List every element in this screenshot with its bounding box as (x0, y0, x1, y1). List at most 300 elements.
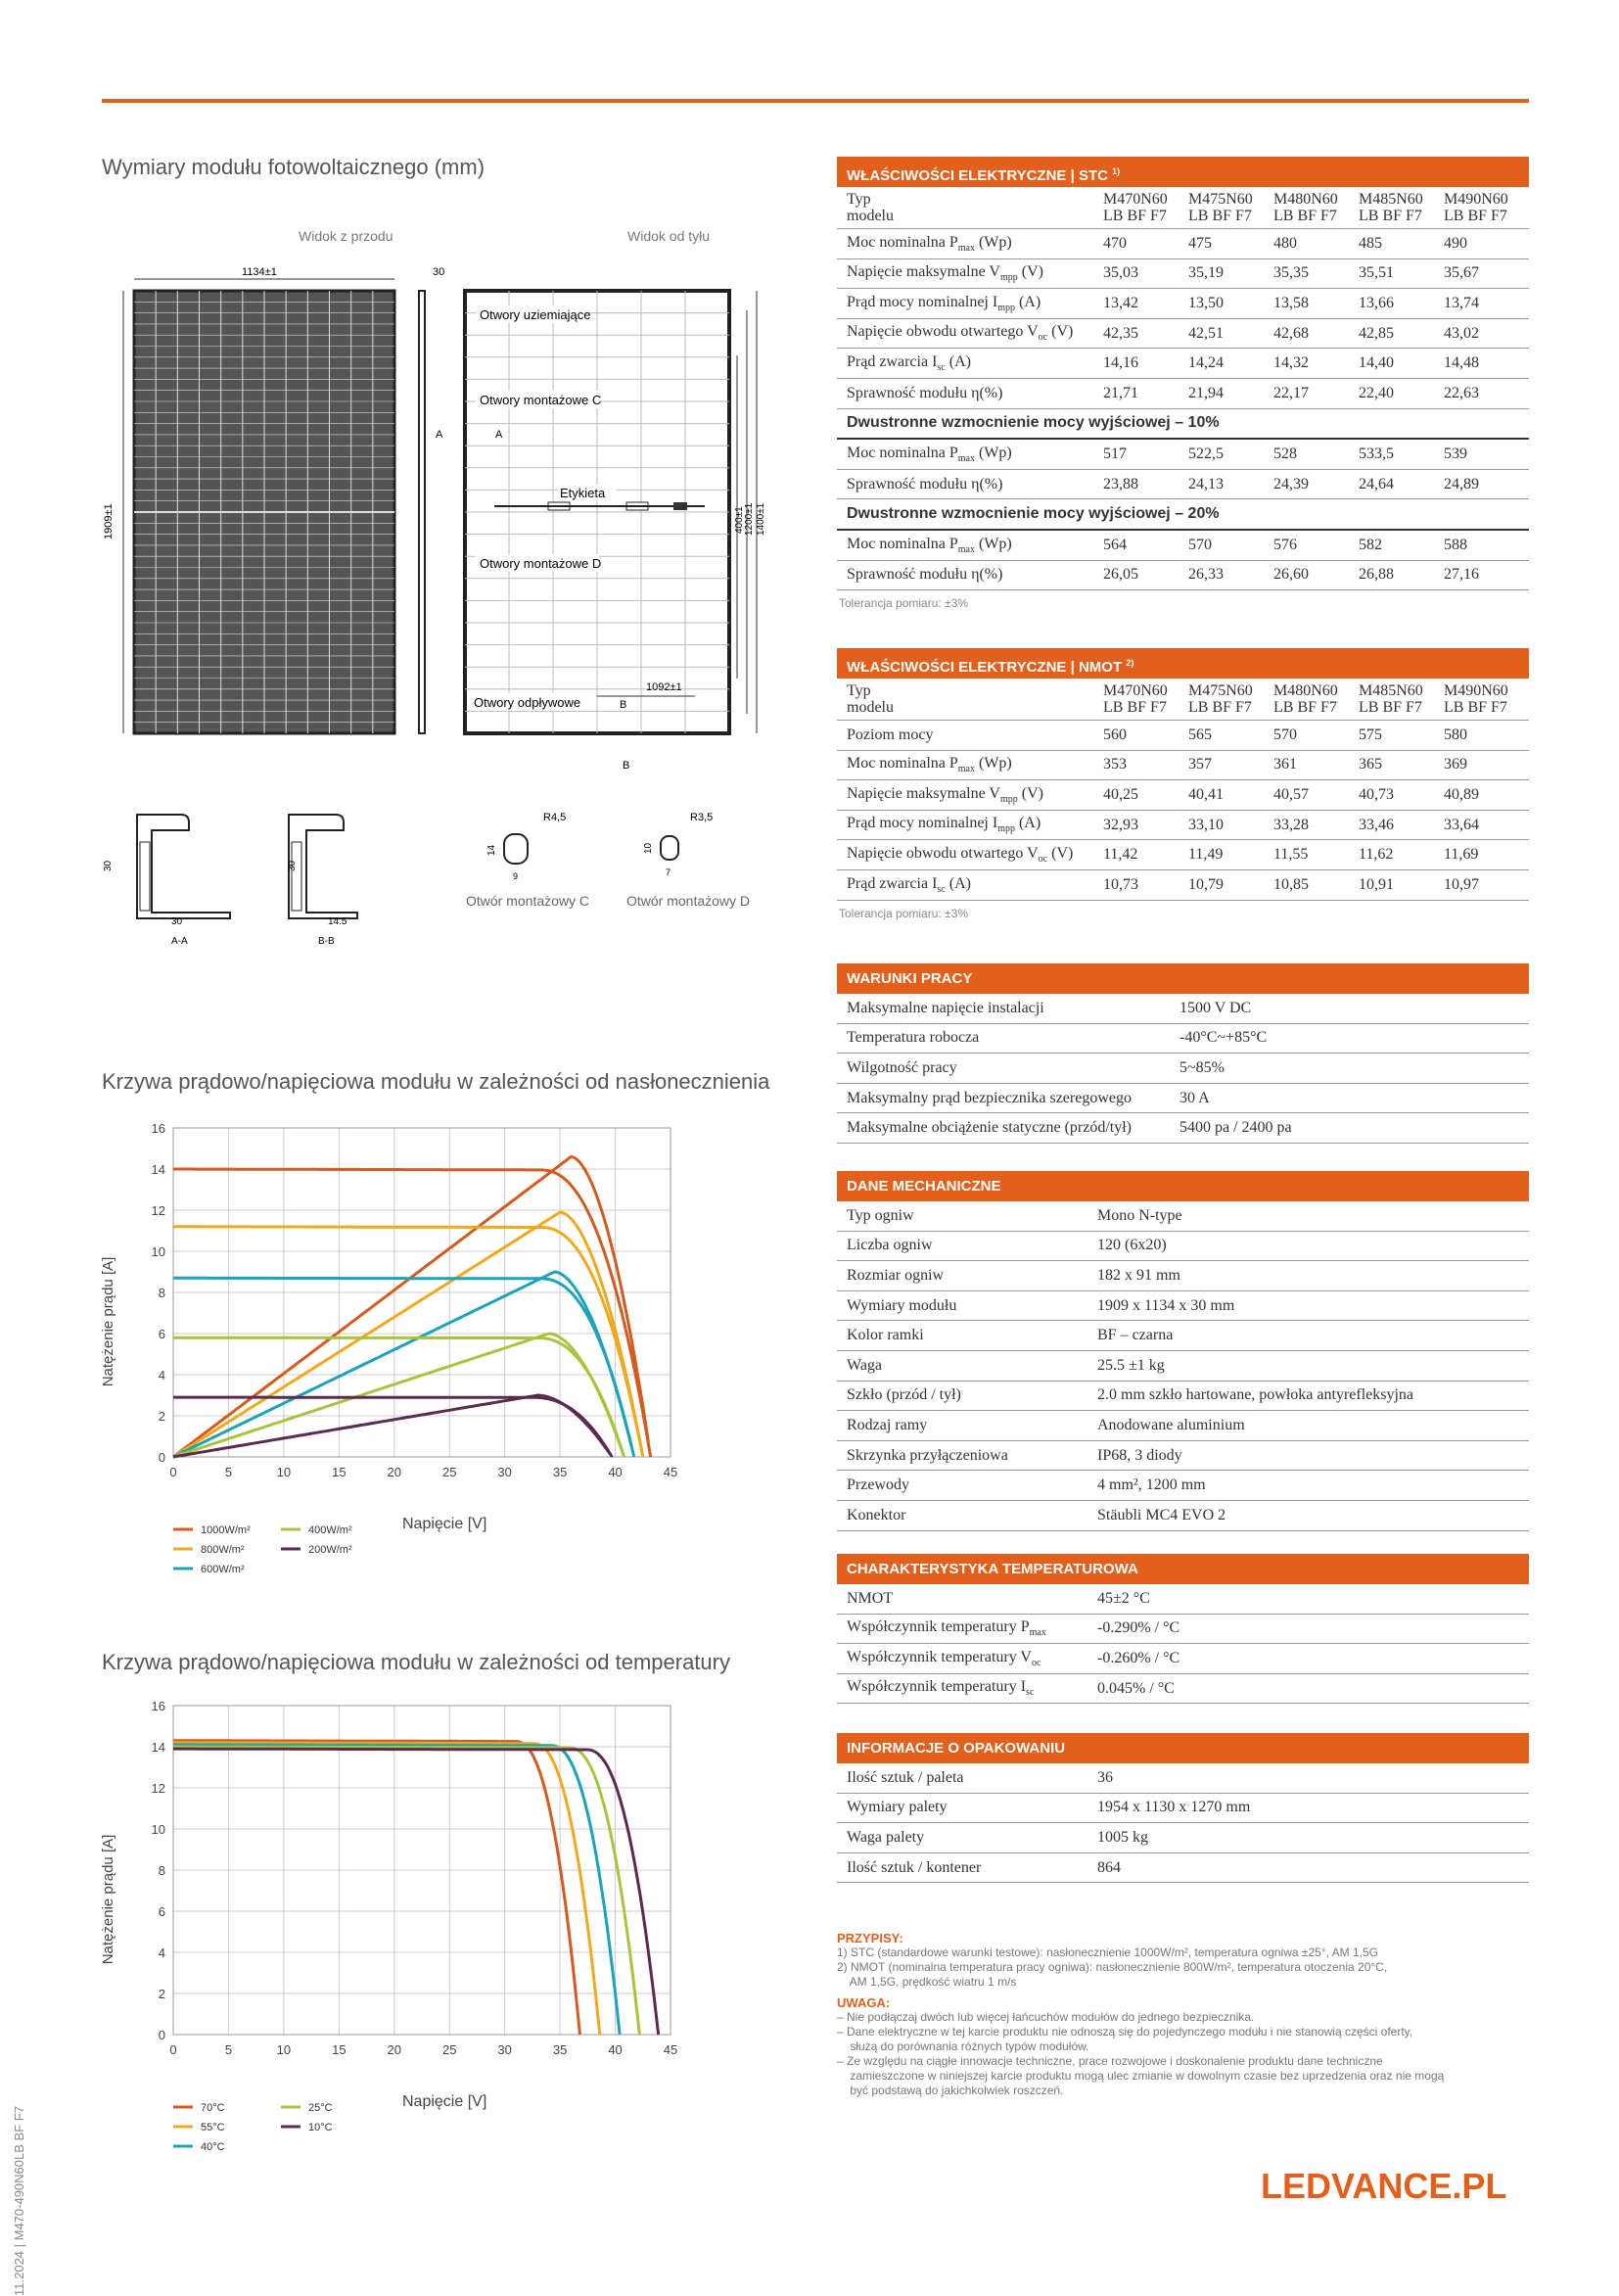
x-axis-label: Napięcie [V] (402, 1516, 487, 1532)
row-value: 864 (1087, 1852, 1529, 1883)
hole-c-drawing (486, 812, 566, 881)
stc-table (837, 187, 1529, 590)
row-label: Sprawność modułu η (847, 384, 980, 401)
model-variant: LB BF F7 (1444, 699, 1507, 716)
table-cell: 11,49 (1188, 840, 1273, 870)
row-label: Współczynnik temperatury I (847, 1678, 1027, 1696)
row-label-cell (837, 1793, 1087, 1823)
model-name (1188, 187, 1273, 229)
y-tick-label: 16 (151, 1699, 165, 1713)
notes-title: PRZYPISY: (837, 1931, 903, 1945)
model-variant: LB BF F7 (1444, 208, 1507, 224)
row-label-sub: mpp (997, 303, 1015, 314)
y-tick-label: 8 (158, 1863, 165, 1878)
y-tick-label: 12 (151, 1781, 165, 1796)
legend-label: 25°C (308, 2102, 333, 2114)
row-label-cell (837, 1321, 1087, 1351)
marker-a-right: A (495, 429, 503, 441)
table-cell: 26,33 (1188, 560, 1273, 590)
note-line: AM 1,5G, prędkość wiatru 1 m/s (837, 1975, 1017, 1989)
table-cell: 40,25 (1103, 780, 1188, 811)
row-label-unit: (V) (1017, 784, 1043, 802)
power-curve-3 (173, 1334, 624, 1457)
table-cell: 10,79 (1188, 869, 1273, 900)
iv-curve-0 (173, 1741, 579, 2035)
mount-holes-c-label: Otwory montażowe C (480, 393, 602, 407)
row-value: 0.045% / °C (1087, 1673, 1529, 1704)
table-cell: 564 (1103, 530, 1188, 560)
table-cell: 14,40 (1359, 349, 1444, 379)
profile-bb-caption: B-B (318, 936, 335, 947)
marker-b-bottom: B (623, 760, 630, 769)
hole-d-caption: Otwór montażowy D (626, 893, 751, 909)
table-cell: 24,89 (1444, 469, 1529, 499)
table-row (837, 530, 1529, 560)
row-label-cell (837, 1673, 1087, 1704)
x-tick-label: 10 (276, 1465, 292, 1479)
table-cell: 14,24 (1188, 349, 1273, 379)
table-row (837, 1852, 1529, 1883)
stc-sup: 1) (1112, 166, 1121, 176)
row-label-unit: (Wp) (974, 233, 1012, 251)
row-label-sub: oc (1038, 854, 1048, 866)
ground-holes-label: Otwory uziemiające (480, 307, 591, 322)
group-row (837, 499, 1529, 530)
row-label-cell (837, 1083, 1170, 1113)
x-tick-label: 15 (332, 1465, 347, 1479)
note-line: 1) STC (standardowe warunki testowe): nasłonecznienie 1000W/m², temperatura ogniwa ±25°, AM 1,5G (837, 1945, 1378, 1959)
table-row (837, 378, 1529, 408)
type-label-line2: modelu (847, 208, 894, 224)
row-label-cell (837, 1054, 1170, 1084)
model-variant: LB BF F7 (1188, 699, 1252, 716)
row-label-cell (837, 229, 1103, 259)
iv-curve-1 (173, 1743, 600, 2035)
row-value: 25.5 ±1 kg (1087, 1350, 1529, 1381)
table-cell: 11,55 (1273, 840, 1359, 870)
row-label-cell (837, 994, 1170, 1023)
warning-line: – Nie podłączaj dwóch lub więcej łańcuchów modułów do jednego bezpiecznika. (837, 2010, 1255, 2024)
row-label-cell (837, 378, 1103, 408)
row-label: Współczynnik temperatury V (847, 1648, 1032, 1665)
temp-table-header: CHARAKTERYSTYKA TEMPERATUROWA (837, 1554, 1529, 1584)
nmot-title: WŁAŚCIWOŚCI ELEKTRYCZNE | NMOT (847, 659, 1123, 676)
table-cell: 13,66 (1359, 289, 1444, 319)
width-dimension: 1134±1 (242, 266, 277, 278)
row-label-cell (837, 1440, 1087, 1471)
row-value: 120 (6x20) (1087, 1231, 1529, 1261)
stc-title: WŁAŚCIWOŚCI ELEKTRYCZNE | STC (847, 167, 1108, 184)
pack-table-header: INFORMACJE O OPAKOWANIU (837, 1733, 1529, 1763)
table-cell: 10,73 (1103, 869, 1188, 900)
row-label: NMOT (847, 1589, 894, 1607)
row-value: 5400 pa / 2400 pa (1170, 1113, 1529, 1144)
group-row (837, 408, 1529, 439)
row-value: Mono N-type (1087, 1201, 1529, 1231)
row-label-cell (837, 1113, 1170, 1144)
legend-label: 200W/m² (308, 1544, 352, 1556)
row-value: Anodowane aluminium (1087, 1411, 1529, 1441)
row-label-unit: (Wp) (974, 535, 1012, 552)
x-tick-label: 45 (663, 1465, 678, 1479)
row-label-unit: (Wp) (974, 755, 1012, 773)
model-code: M470N60 (1103, 191, 1168, 208)
work-table-block (837, 963, 1529, 1144)
row-label-cell (837, 1644, 1087, 1674)
row-label-unit: (A) (945, 353, 971, 371)
footnotes (837, 1925, 1529, 2098)
table-cell: 26,05 (1103, 560, 1188, 590)
table-cell: 33,46 (1359, 810, 1444, 840)
nmot-sup: 2) (1126, 658, 1134, 668)
back-view (465, 291, 729, 733)
model-code: M490N60 (1444, 682, 1508, 699)
dim-1400: 1400±1 (756, 502, 766, 536)
iv-curve-3 (173, 1747, 639, 2035)
row-label-cell (837, 1023, 1170, 1054)
x-tick-label: 15 (332, 2042, 347, 2057)
row-label: Rozmiar ogniw (847, 1266, 945, 1284)
row-label: Napięcie maksymalne V (847, 784, 1000, 802)
profile-drawings (93, 803, 778, 960)
row-label-unit: (%) (979, 475, 1003, 492)
table-row (837, 1793, 1529, 1823)
row-label-cell (837, 750, 1103, 780)
dim-1200: 1200±1 (744, 502, 755, 536)
row-label: Napięcie obwodu otwartego V (847, 323, 1039, 341)
row-label: Poziom mocy (847, 726, 934, 743)
table-row (837, 1113, 1529, 1144)
table-cell: 580 (1444, 721, 1529, 751)
y-tick-label: 6 (158, 1327, 165, 1341)
side-profile (419, 266, 444, 733)
row-label-unit: (V) (1017, 263, 1043, 281)
row-label-cell (837, 1763, 1087, 1793)
table-cell: 365 (1359, 750, 1444, 780)
model-code: M490N60 (1444, 191, 1508, 208)
row-label: Moc nominalna P (847, 233, 958, 251)
y-tick-label: 14 (151, 1162, 165, 1177)
table-cell: 357 (1188, 750, 1273, 780)
y-tick-label: 12 (151, 1203, 165, 1218)
warning-line: – Ze względu na ciągłe innowacje techniczne, prace rozwojowe i doskonalenie produktu dane techniczne (837, 2054, 1383, 2068)
y-tick-label: 8 (158, 1286, 165, 1300)
table-cell: 353 (1103, 750, 1188, 780)
row-value: 1005 kg (1087, 1823, 1529, 1853)
row-label: Sprawność modułu η (847, 475, 980, 492)
hole-d-drawing (643, 812, 713, 877)
row-label-cell (837, 258, 1103, 289)
x-tick-label: 25 (441, 2042, 457, 2057)
table-cell: 40,89 (1444, 780, 1529, 811)
type-label-line1: Typ (847, 191, 871, 208)
row-label-sub: max (957, 453, 975, 465)
y-tick-label: 16 (151, 1121, 165, 1136)
model-name (1359, 187, 1444, 229)
row-label-cell (837, 469, 1103, 499)
brand-logo-text[interactable]: LEDVANCE.PL (1261, 2166, 1507, 2206)
row-label-cell (837, 1471, 1087, 1501)
row-label: Waga palety (847, 1828, 925, 1846)
row-label: Prąd zwarcia I (847, 874, 938, 892)
row-label-unit: (%) (979, 384, 1003, 401)
table-cell: 13,58 (1273, 289, 1359, 319)
profile-bb-width: 14.5 (328, 916, 347, 927)
nmot-table-block (837, 648, 1529, 920)
table-row (837, 750, 1529, 780)
model-variant: LB BF F7 (1273, 699, 1337, 716)
profile-bb-height: 30 (287, 860, 298, 871)
y-tick-label: 0 (158, 1450, 165, 1465)
row-label-sub: max (1029, 1627, 1046, 1639)
row-label: Moc nominalna P (847, 444, 958, 461)
table-row (837, 1500, 1529, 1530)
y-tick-label: 6 (158, 1904, 165, 1919)
table-cell: 480 (1273, 229, 1359, 259)
row-label-cell (837, 1290, 1087, 1321)
row-label-sub: mpp (999, 794, 1018, 806)
model-name (1273, 187, 1359, 229)
legend-label: 40°C (201, 2141, 225, 2153)
table-row (837, 810, 1529, 840)
row-label-unit: (A) (1014, 815, 1041, 832)
warning-line: – Dane elektryczne w tej karcie produktu nie odnoszą się do pojedynczego modułu i nie stanowią części oferty, (837, 2025, 1413, 2038)
mount-holes-d-label: Otwory montażowe D (480, 556, 602, 571)
x-axis-label: Napięcie [V] (402, 2093, 487, 2110)
table-row (837, 1231, 1529, 1261)
model-code: M470N60 (1103, 682, 1168, 699)
row-label: Wymiary modułu (847, 1296, 957, 1314)
type-label (837, 679, 1103, 721)
y-tick-label: 10 (151, 1822, 165, 1837)
row-label: Napięcie obwodu otwartego V (847, 845, 1039, 863)
table-cell: 23,88 (1103, 469, 1188, 499)
row-label-sub: max (957, 242, 975, 254)
row-label-cell (837, 1852, 1087, 1883)
table-cell: 475 (1188, 229, 1273, 259)
table-row (837, 439, 1529, 469)
table-row (837, 1290, 1529, 1321)
row-label: Waga (847, 1356, 883, 1374)
x-tick-label: 35 (552, 2042, 568, 2057)
row-label: Ilość sztuk / kontener (847, 1858, 982, 1876)
row-label: Maksymalne napięcie instalacji (847, 999, 1044, 1016)
row-label-sub: sc (1026, 1687, 1035, 1699)
work-table (837, 994, 1529, 1144)
hole-c-radius: R4,5 (543, 812, 567, 823)
back-view-label: Widok od tyłu (627, 228, 711, 244)
dimensions-title: Wymiary modułu fotowoltaicznego (mm) (102, 155, 486, 179)
stc-table-header (837, 157, 1529, 187)
table-cell: 40,73 (1359, 780, 1444, 811)
table-row (837, 258, 1529, 289)
work-table-header: WARUNKI PRACY (837, 963, 1529, 994)
x-tick-label: 45 (663, 2042, 678, 2057)
legend-label: 400W/m² (308, 1524, 352, 1536)
row-value: BF – czarna (1087, 1321, 1529, 1351)
y-axis-label: Natężenie prądu [A] (100, 1834, 116, 1965)
table-cell: 35,35 (1273, 258, 1359, 289)
table-row (837, 1023, 1529, 1054)
row-label: Prąd zwarcia I (847, 353, 938, 371)
table-cell: 575 (1359, 721, 1444, 751)
row-label-cell (837, 1201, 1087, 1231)
table-cell: 33,10 (1188, 810, 1273, 840)
table-cell: 11,42 (1103, 840, 1188, 870)
row-label-unit: (A) (1014, 293, 1041, 310)
x-tick-label: 20 (387, 2042, 402, 2057)
row-label: Prąd mocy nominalnej I (847, 293, 998, 310)
y-axis-label: Natężenie prądu [A] (100, 1256, 116, 1387)
row-label-cell (837, 289, 1103, 319)
row-label-cell (837, 318, 1103, 349)
table-cell: 13,50 (1188, 289, 1273, 319)
module-drawing (88, 250, 793, 769)
model-name (1444, 679, 1529, 721)
iv-irradiance-title: Krzywa prądowo/napięciowa modułu w zależności od nasłonecznienia (102, 1069, 770, 1094)
row-label: Wymiary palety (847, 1799, 948, 1816)
table-cell: 13,74 (1444, 289, 1529, 319)
hole-c-width: 9 (513, 871, 519, 881)
nmot-table (837, 679, 1529, 901)
row-value: -0.290% / °C (1087, 1614, 1529, 1644)
table-cell: 582 (1359, 530, 1444, 560)
table-row (837, 318, 1529, 349)
nmot-table-header (837, 648, 1529, 679)
table-cell: 11,62 (1359, 840, 1444, 870)
row-label: Sprawność modułu η (847, 566, 980, 584)
row-label-sub: oc (1031, 1658, 1041, 1669)
model-code: M475N60 (1188, 682, 1253, 699)
model-variant: LB BF F7 (1103, 699, 1167, 716)
row-label: Prąd mocy nominalnej I (847, 815, 998, 832)
table-row (837, 1054, 1529, 1084)
row-label: Ilość sztuk / paleta (847, 1768, 964, 1786)
table-row (837, 469, 1529, 499)
x-tick-label: 25 (441, 1465, 457, 1479)
table-cell: 32,93 (1103, 810, 1188, 840)
row-label-cell (837, 439, 1103, 469)
row-label-cell (837, 869, 1103, 900)
model-variant: LB BF F7 (1103, 208, 1167, 224)
row-label: Szkło (przód / tył) (847, 1386, 961, 1404)
table-cell: 42,35 (1103, 318, 1188, 349)
row-value: 45±2 °C (1087, 1584, 1529, 1614)
type-label-line2: modelu (847, 699, 894, 716)
side-code: 11.2024 | M470-490N60LB BF F7 (12, 2106, 26, 2296)
model-code: M485N60 (1359, 682, 1423, 699)
table-cell: 21,71 (1103, 378, 1188, 408)
table-cell: 10,97 (1444, 869, 1529, 900)
row-label: Temperatura robocza (847, 1029, 980, 1047)
row-value: Stäubli MC4 EVO 2 (1087, 1500, 1529, 1530)
row-value: -40°C~+85°C (1170, 1023, 1529, 1054)
row-value: 30 A (1170, 1083, 1529, 1113)
model-header-row (837, 679, 1529, 721)
table-row (837, 1261, 1529, 1291)
model-code: M480N60 (1273, 682, 1338, 699)
table-cell: 539 (1444, 439, 1529, 469)
dim-400: 400±1 (734, 506, 745, 534)
row-value: 1954 x 1130 x 1270 mm (1087, 1793, 1529, 1823)
row-label-cell (837, 1381, 1087, 1411)
x-tick-label: 5 (224, 2042, 233, 2057)
x-tick-label: 30 (497, 2042, 512, 2057)
hole-d-height: 10 (643, 842, 654, 854)
marker-b-top: B (620, 699, 627, 711)
table-cell: 42,85 (1359, 318, 1444, 349)
table-cell: 13,42 (1103, 289, 1188, 319)
model-code: M485N60 (1359, 191, 1423, 208)
table-cell: 35,03 (1103, 258, 1188, 289)
row-label-unit: (A) (945, 874, 971, 892)
row-label-unit: (Wp) (974, 444, 1012, 461)
model-name (1273, 679, 1359, 721)
warning-line: być podstawą do jakichkolwiek roszczeń. (837, 2084, 1064, 2097)
model-variant: LB BF F7 (1359, 208, 1422, 224)
row-label-unit: (%) (979, 566, 1003, 584)
table-cell: 26,88 (1359, 560, 1444, 590)
profile-aa-caption: A-A (171, 936, 188, 947)
row-label-cell (837, 1500, 1087, 1530)
note-line: 2) NMOT (nominalna temperatura pracy ogniwa): nasłonecznienie 800W/m², temperatura otoczenia 20°C, (837, 1960, 1388, 1974)
iv-temperature-title: Krzywa prądowo/napięciowa modułu w zależności od temperatury (102, 1650, 730, 1674)
row-label: Konektor (847, 1506, 906, 1523)
row-value: -0.260% / °C (1087, 1644, 1529, 1674)
row-label: Typ ogniw (847, 1206, 914, 1224)
table-cell: 22,17 (1273, 378, 1359, 408)
front-view (134, 279, 394, 733)
table-cell: 22,63 (1444, 378, 1529, 408)
row-value: 2.0 mm szkło hartowane, powłoka antyrefleksyjna (1087, 1381, 1529, 1411)
row-label-cell (837, 1231, 1087, 1261)
table-cell: 361 (1273, 750, 1359, 780)
hole-c-height: 14 (486, 844, 497, 856)
iv-curve-2 (173, 1278, 634, 1457)
table-cell: 33,28 (1273, 810, 1359, 840)
model-code: M475N60 (1188, 191, 1253, 208)
stc-tolerance: Tolerancja pomiaru: ±3% (839, 596, 968, 611)
row-label-cell (837, 810, 1103, 840)
model-name (1188, 679, 1273, 721)
row-label-sub: sc (937, 362, 946, 374)
table-cell: 11,69 (1444, 840, 1529, 870)
table-cell: 33,64 (1444, 810, 1529, 840)
row-label-sub: max (957, 764, 975, 775)
row-label-sub: oc (1038, 332, 1048, 344)
table-cell: 14,16 (1103, 349, 1188, 379)
top-accent-line (102, 99, 1529, 103)
row-value: 5~85% (1170, 1054, 1529, 1084)
x-tick-label: 40 (608, 1465, 623, 1479)
table-cell: 35,19 (1188, 258, 1273, 289)
row-label-sub: sc (937, 883, 946, 895)
row-label-cell (837, 1614, 1087, 1644)
power-curve-2 (173, 1272, 632, 1457)
mech-table-header: DANE MECHANICZNE (837, 1171, 1529, 1201)
pack-table-block (837, 1733, 1529, 1883)
inner-width-dimension: 1092±1 (646, 681, 682, 693)
row-label-cell (837, 349, 1103, 379)
model-variant: LB BF F7 (1273, 208, 1337, 224)
row-label-cell (837, 840, 1103, 870)
x-tick-label: 40 (608, 2042, 623, 2057)
table-cell: 560 (1103, 721, 1188, 751)
table-row (837, 1083, 1529, 1113)
row-label-sub: mpp (999, 272, 1018, 284)
row-label-sub: mpp (997, 823, 1015, 835)
legend-label: 800W/m² (201, 1544, 245, 1556)
